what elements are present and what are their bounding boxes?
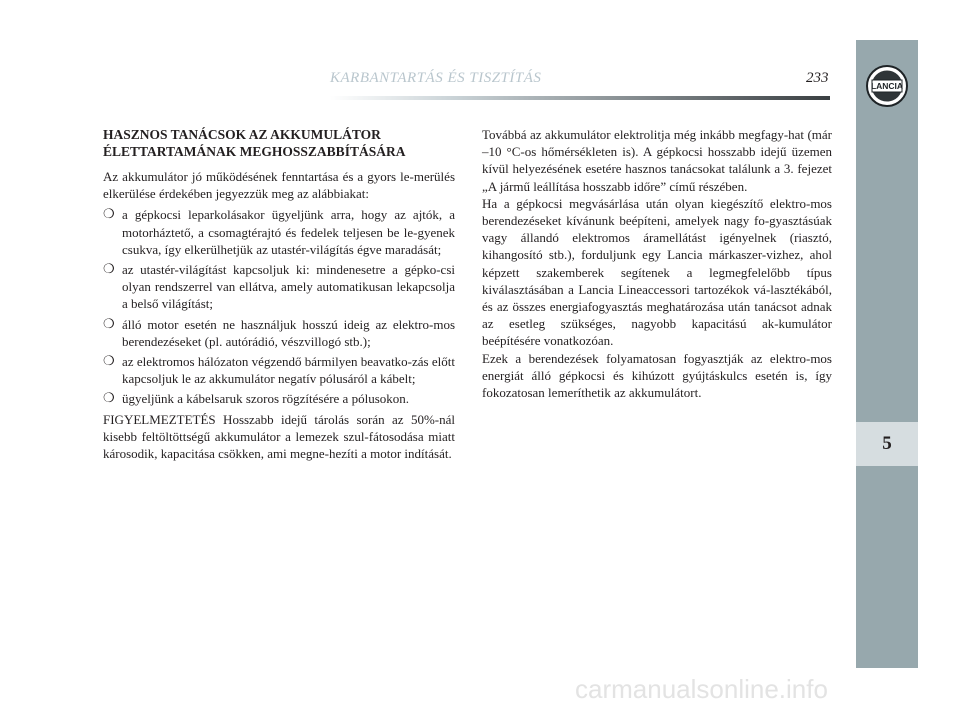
warning-paragraph: FIGYELMEZTETÉS Hosszabb idejű tárolás során az 50%-nál kisebb feltöltöttségű akkumulátor a lemezek szul-fátosodása miatt károsodik, kapacitása csökken, ami megne-hezíti a motor indítását. bbox=[103, 411, 455, 462]
section-heading: HASZNOS TANÁCSOK AZ AKKUMULÁTOR ÉLETTARTAMÁNAK MEGHOSSZABBÍTÁSÁRA bbox=[103, 127, 406, 159]
circle-bullet-icon: ❍ bbox=[103, 390, 115, 406]
left-column bbox=[103, 126, 455, 462]
list-item bbox=[103, 206, 455, 258]
list-item-text: az utastér-világítást kapcsoljuk ki: mindenesetre a gépko-csi olyan rendszerrel van ellátva, amely automatikusan lekapcsolja a belső világítást; bbox=[122, 262, 455, 312]
body-paragraph: Továbbá az akkumulátor elektrolitja még inkább megfagy-hat (már –10 °C-os hőmérsékleten is). A gépkocsi hosszabb idejű üzemen kívül helyezésének esetére hasznos tanácsokat találunk a 3. fejezet „A jármű leállítása hosszabb időre” című részében. bbox=[482, 127, 832, 194]
header-rule bbox=[330, 96, 830, 100]
list-item-text: ügyeljünk a kábelsaruk szoros rögzítésére a pólusokon. bbox=[122, 391, 410, 407]
lancia-logo-icon bbox=[864, 64, 910, 108]
body-paragraph: Ezek a berendezések folyamatosan fogyasztják az elektro-mos energiát álló gépkocsi és kihúzott gyújtáskulcs esetén is, így fokozatosan lemeríthetik az akkumulátort. bbox=[482, 350, 832, 401]
list-item-text: a gépkocsi leparkolásakor ügyeljünk arra, hogy az ajtók, a motorháztető, a csomagtérajtó és fedelek teljesen be le-gyenek csukva, így elkerülhetjük az utastér-világítás égve maradását; bbox=[122, 207, 455, 257]
logo-text: LANCIA bbox=[870, 81, 904, 92]
list-item bbox=[103, 316, 455, 350]
list-item bbox=[103, 261, 455, 313]
list-item-text: az elektromos hálózaton végzendő bármilyen beavatko-zás előtt kapcsoljuk le az akkumulátor negatív pólusáról a kábelt; bbox=[122, 354, 455, 387]
circle-bullet-icon: ❍ bbox=[103, 315, 115, 331]
watermark: carmanualsonline.info bbox=[575, 674, 828, 704]
list-item bbox=[103, 390, 455, 407]
circle-bullet-icon: ❍ bbox=[103, 261, 115, 277]
right-column bbox=[482, 126, 832, 401]
header-title: KARBANTARTÁS ÉS TISZTÍTÁS bbox=[330, 70, 542, 86]
circle-bullet-icon: ❍ bbox=[103, 206, 115, 222]
tips-list bbox=[103, 206, 455, 407]
chapter-sidebar bbox=[856, 40, 918, 668]
list-item-text: álló motor esetén ne használjuk hosszú ideig az elektro-mos berendezéseket (pl. autórádió, vészvillogó stb.); bbox=[122, 316, 455, 349]
body-paragraph: Ha a gépkocsi megvásárlása után olyan kiegészítő elektro-mos berendezéseket kívánunk beépíteni, amelyek nagy fo-gyasztásúak vagy állandó elektromos áramellátást igényelnek (riasztó, kihangosító stb.), forduljunk egy Lancia márkaszer-vizhez, ahol képzett szakemberek segítenek a legmegfelelőbb típus kiválasztásában a Lancia Lineaccessori tartozékok vá-lasztékából, és az összes energiafogyasztás meghatározása után tanácsot adnak az esetleg szükséges, nagyobb kapacitású ak-kumulátor beépítésére vonatkozóan. bbox=[482, 195, 832, 349]
chapter-tab: 5 bbox=[856, 422, 918, 466]
page-number: 233 bbox=[806, 70, 829, 86]
intro-paragraph: Az akkumulátor jó működésének fenntartása és a gyors le-merülés elkerülése érdekében jegyezzük meg az alábbiakat: bbox=[103, 169, 455, 202]
list-item bbox=[103, 353, 455, 387]
circle-bullet-icon: ❍ bbox=[103, 353, 115, 369]
